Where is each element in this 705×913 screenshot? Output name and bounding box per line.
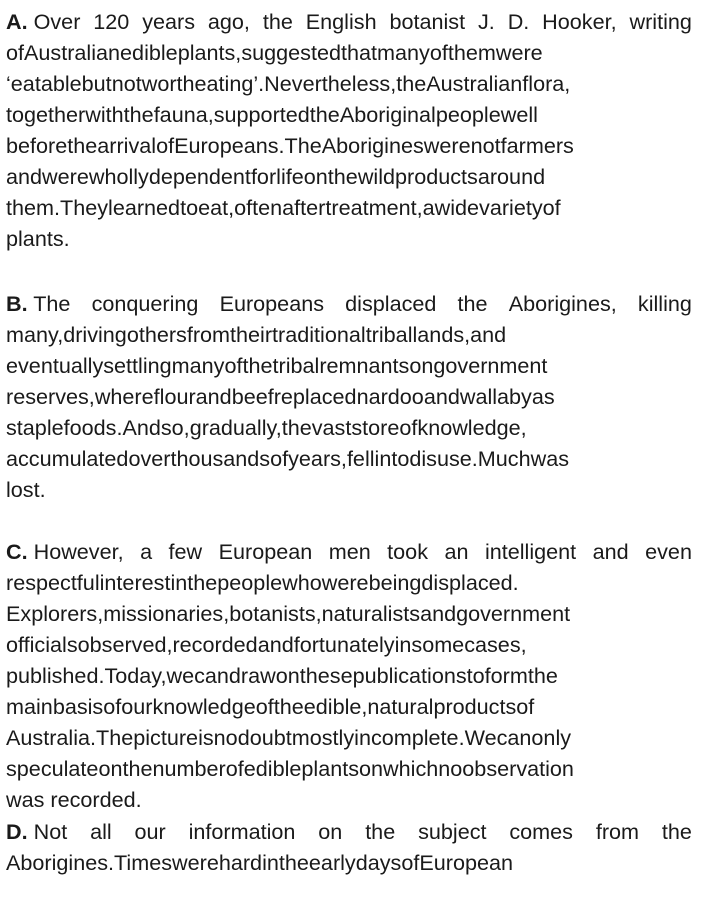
- word: Aborigines.: [6, 850, 115, 875]
- word: on: [275, 663, 300, 688]
- word: of: [103, 694, 122, 719]
- word: wide: [434, 195, 480, 220]
- word: them: [447, 40, 496, 65]
- word: days: [355, 850, 402, 875]
- word: the: [187, 570, 218, 595]
- word: Over: [33, 9, 81, 34]
- word: to: [466, 663, 485, 688]
- word: dependent: [148, 164, 251, 189]
- word: plants: [301, 756, 360, 781]
- word: mostly: [291, 725, 355, 750]
- word: cases,: [464, 632, 527, 657]
- word: edible: [120, 40, 178, 65]
- word: tribal: [272, 353, 320, 378]
- word: on: [318, 819, 343, 844]
- word: can: [194, 663, 229, 688]
- word: The: [284, 133, 322, 158]
- word: conquering: [91, 291, 199, 316]
- word: lands,: [412, 322, 471, 347]
- paragraph-letter-c: C.: [6, 539, 28, 564]
- word: fauna,: [153, 102, 214, 127]
- word: The: [33, 291, 71, 316]
- word: took: [387, 539, 428, 564]
- word: the: [365, 819, 396, 844]
- word: displaced: [345, 291, 437, 316]
- word: recorded: [172, 632, 258, 657]
- word: of: [399, 415, 418, 440]
- word: arrival: [97, 133, 157, 158]
- word: the: [122, 756, 153, 781]
- word: the: [67, 133, 98, 158]
- word: ago,: [207, 9, 250, 34]
- word: the: [327, 164, 358, 189]
- word: Hooker,: [542, 9, 617, 34]
- word: staple: [6, 415, 64, 440]
- paragraph-letter-a: A.: [6, 9, 28, 34]
- word: people: [217, 570, 283, 595]
- word: products: [395, 164, 478, 189]
- word: J.: [478, 9, 495, 34]
- word: the: [661, 819, 692, 844]
- word: the: [281, 415, 312, 440]
- word: the: [278, 850, 309, 875]
- word: gradually,: [189, 415, 282, 440]
- word: Much: [477, 446, 531, 471]
- paragraph-line: [6, 847, 692, 878]
- word: observation: [462, 756, 574, 781]
- word: the: [527, 663, 558, 688]
- word: of: [270, 446, 289, 471]
- paragraph-line: [6, 288, 692, 319]
- word: number: [152, 756, 226, 781]
- word: eat,: [198, 195, 235, 220]
- word: Explorers,: [6, 601, 104, 626]
- word: around: [477, 164, 546, 189]
- word: few: [168, 539, 203, 564]
- word: information: [188, 819, 296, 844]
- word: years: [142, 9, 196, 34]
- word: hard: [218, 850, 263, 875]
- paragraph-line: [6, 68, 692, 99]
- word: which: [383, 756, 439, 781]
- word: vast: [311, 415, 352, 440]
- word: tribal: [365, 322, 413, 347]
- word: knowledge: [152, 694, 256, 719]
- word: with: [85, 102, 124, 127]
- word: products: [433, 694, 517, 719]
- word: but: [81, 71, 112, 96]
- word: D.: [507, 9, 530, 34]
- word: on: [409, 353, 434, 378]
- word: of: [516, 694, 535, 719]
- paragraph-line: [6, 99, 692, 130]
- word: knowledge,: [417, 415, 527, 440]
- word: our: [134, 819, 166, 844]
- word: were: [495, 40, 543, 65]
- word: the: [309, 102, 340, 127]
- word: was: [530, 446, 570, 471]
- word: who: [282, 570, 322, 595]
- word: main: [6, 694, 53, 719]
- word: people: [435, 102, 501, 127]
- paragraph-line: [6, 660, 692, 691]
- word: wholly: [88, 164, 149, 189]
- word: displaced.: [421, 570, 519, 595]
- paragraph-line: [6, 350, 692, 381]
- word: European: [419, 850, 514, 875]
- word: a: [422, 195, 435, 220]
- word: Europeans: [219, 291, 325, 316]
- word: from: [595, 819, 640, 844]
- word: and: [423, 384, 460, 409]
- word: Australia.: [6, 725, 97, 750]
- word: of: [255, 694, 274, 719]
- word: Aboriginal: [339, 102, 436, 127]
- word: these: [299, 663, 353, 688]
- word: our: [121, 694, 153, 719]
- word: all: [90, 819, 112, 844]
- word: for: [250, 164, 277, 189]
- paragraph-line: [6, 722, 692, 753]
- word: interest: [99, 570, 171, 595]
- word: as: [531, 384, 555, 409]
- word: no: [213, 725, 238, 750]
- word: beef: [231, 384, 274, 409]
- word: on: [359, 756, 384, 781]
- paragraph-line: [6, 691, 692, 722]
- word: Australian: [24, 40, 121, 65]
- word: that: [340, 40, 377, 65]
- paragraph-line: [6, 192, 692, 223]
- paragraph-letter-d: D.: [6, 819, 28, 844]
- word: is: [198, 725, 214, 750]
- word: picture: [133, 725, 199, 750]
- paragraph-line: [6, 130, 692, 161]
- word: intelligent: [484, 539, 577, 564]
- paragraph-line: [6, 412, 692, 443]
- word: remnants: [319, 353, 410, 378]
- word: botanist: [389, 9, 466, 34]
- word: fell: [346, 446, 375, 471]
- paragraph-line: [6, 753, 692, 784]
- word: store: [351, 415, 400, 440]
- word: many: [171, 353, 225, 378]
- word: wild: [357, 164, 396, 189]
- word: Today,: [104, 663, 167, 688]
- word: were: [423, 133, 471, 158]
- word: we: [166, 663, 195, 688]
- word: edible,: [303, 694, 368, 719]
- word: Europeans.: [174, 133, 285, 158]
- word: And: [122, 415, 161, 440]
- word: subject: [418, 819, 487, 844]
- word: settling: [103, 353, 172, 378]
- word: recorded.: [50, 787, 142, 812]
- word: 120: [93, 9, 130, 34]
- paragraph-line: [6, 816, 692, 847]
- word: plants,: [177, 40, 242, 65]
- word: many,: [6, 322, 64, 347]
- word: to: [180, 195, 199, 220]
- paragraph-letter-b: B.: [6, 291, 28, 316]
- paragraph-line: [6, 443, 692, 474]
- word: disuse.: [409, 446, 478, 471]
- word: suggested: [241, 40, 341, 65]
- word: botanists,: [229, 601, 322, 626]
- word: of: [225, 756, 244, 781]
- word: often: [234, 195, 283, 220]
- word: driving: [63, 322, 127, 347]
- word: were: [172, 850, 219, 875]
- word: from: [186, 322, 231, 347]
- word: farmers: [500, 133, 574, 158]
- word: accumulated: [6, 446, 129, 471]
- word: flour: [153, 384, 196, 409]
- word: many: [377, 40, 430, 65]
- paragraph-line: [6, 6, 692, 37]
- word: They: [60, 195, 109, 220]
- word: being: [368, 570, 422, 595]
- word: of: [429, 40, 448, 65]
- word: together: [6, 102, 86, 127]
- word: in: [394, 632, 412, 657]
- word: and: [257, 632, 294, 657]
- word: before: [6, 133, 68, 158]
- paragraph-line: [6, 784, 692, 815]
- paragraph-line: [6, 536, 692, 567]
- word: men: [328, 539, 371, 564]
- paragraph-line: [6, 474, 692, 505]
- word: on: [98, 756, 123, 781]
- word: learned: [108, 195, 181, 220]
- paragraph-line: [6, 629, 692, 660]
- word: Nevertheless,: [264, 71, 397, 96]
- word: edible: [243, 756, 302, 781]
- word: draw: [228, 663, 276, 688]
- word: English: [305, 9, 377, 34]
- word: the: [123, 102, 154, 127]
- word: supported: [213, 102, 310, 127]
- word: can: [496, 725, 532, 750]
- word: of: [542, 195, 561, 220]
- word: not: [111, 71, 142, 96]
- word: over: [128, 446, 171, 471]
- word: some: [411, 632, 465, 657]
- word: government: [433, 353, 548, 378]
- word: not: [470, 133, 501, 158]
- word: a: [140, 539, 153, 564]
- word: Times: [114, 850, 173, 875]
- paragraph-line: [6, 567, 692, 598]
- word: Not: [33, 819, 68, 844]
- word: officials: [6, 632, 78, 657]
- word: an: [444, 539, 469, 564]
- word: into: [374, 446, 410, 471]
- word: flora,: [522, 71, 571, 96]
- word: plants.: [6, 226, 70, 251]
- word: replaced: [273, 384, 357, 409]
- word: foods.: [63, 415, 123, 440]
- word: only: [531, 725, 572, 750]
- word: in: [170, 570, 188, 595]
- word: European: [218, 539, 313, 564]
- word: reserves,: [6, 384, 95, 409]
- word: respectful: [6, 570, 100, 595]
- paragraph-c: [6, 536, 692, 815]
- word: fortunately: [293, 632, 395, 657]
- paragraph-b: [6, 288, 692, 505]
- word: of: [156, 133, 175, 158]
- word: where: [94, 384, 154, 409]
- word: observed,: [77, 632, 173, 657]
- word: eating’.: [194, 71, 265, 96]
- word: thousands: [170, 446, 271, 471]
- word: speculate: [6, 756, 99, 781]
- word: was: [6, 787, 51, 812]
- word: the: [457, 291, 488, 316]
- word: However,: [33, 539, 124, 564]
- word: naturalists: [321, 601, 421, 626]
- paragraph-line: [6, 598, 692, 629]
- word: incomplete.: [354, 725, 465, 750]
- word: basis: [52, 694, 104, 719]
- paragraph-a: [6, 6, 692, 254]
- word: worth: [141, 71, 195, 96]
- word: so,: [160, 415, 190, 440]
- word: government: [456, 601, 571, 626]
- word: treatment,: [325, 195, 423, 220]
- word: wallaby: [459, 384, 532, 409]
- word: of: [6, 40, 25, 65]
- word: variety: [479, 195, 543, 220]
- word: and: [420, 601, 457, 626]
- word: natural: [367, 694, 434, 719]
- word: the: [273, 694, 304, 719]
- word: of: [224, 353, 243, 378]
- word: in: [262, 850, 279, 875]
- word: the: [262, 9, 293, 34]
- word: Australian: [426, 71, 523, 96]
- word: comes: [509, 819, 573, 844]
- word: even: [645, 539, 692, 564]
- word: were: [42, 164, 89, 189]
- word: after: [282, 195, 326, 220]
- word: ‘eatable: [6, 71, 82, 96]
- word: and: [6, 164, 43, 189]
- paragraph-line: [6, 381, 692, 412]
- word: them.: [6, 195, 61, 220]
- word: lost.: [6, 477, 46, 502]
- word: form: [484, 663, 528, 688]
- word: Aborigines,: [508, 291, 617, 316]
- word: doubt: [237, 725, 292, 750]
- word: others: [126, 322, 187, 347]
- paragraph-line: [6, 37, 692, 68]
- word: and: [470, 322, 507, 347]
- paragraph-d: [6, 816, 692, 878]
- word: early: [308, 850, 356, 875]
- word: The: [96, 725, 134, 750]
- word: and: [592, 539, 629, 564]
- word: years,: [288, 446, 347, 471]
- word: of: [401, 850, 420, 875]
- word: writing: [629, 9, 692, 34]
- word: their: [230, 322, 273, 347]
- word: published.: [6, 663, 105, 688]
- word: eventually: [6, 353, 104, 378]
- word: life: [276, 164, 304, 189]
- paragraph-line: [6, 161, 692, 192]
- word: traditional: [272, 322, 366, 347]
- word: no: [438, 756, 463, 781]
- word: and: [195, 384, 232, 409]
- word: We: [464, 725, 497, 750]
- word: killing: [637, 291, 692, 316]
- paragraph-line: [6, 223, 692, 254]
- word: the: [396, 71, 427, 96]
- word: well: [500, 102, 538, 127]
- word: missionaries,: [103, 601, 230, 626]
- word: nardoo: [356, 384, 424, 409]
- word: the: [242, 353, 273, 378]
- word: were: [321, 570, 369, 595]
- word: Aborigines: [321, 133, 424, 158]
- paragraph-line: [6, 319, 692, 350]
- word: on: [303, 164, 328, 189]
- word: publications: [352, 663, 467, 688]
